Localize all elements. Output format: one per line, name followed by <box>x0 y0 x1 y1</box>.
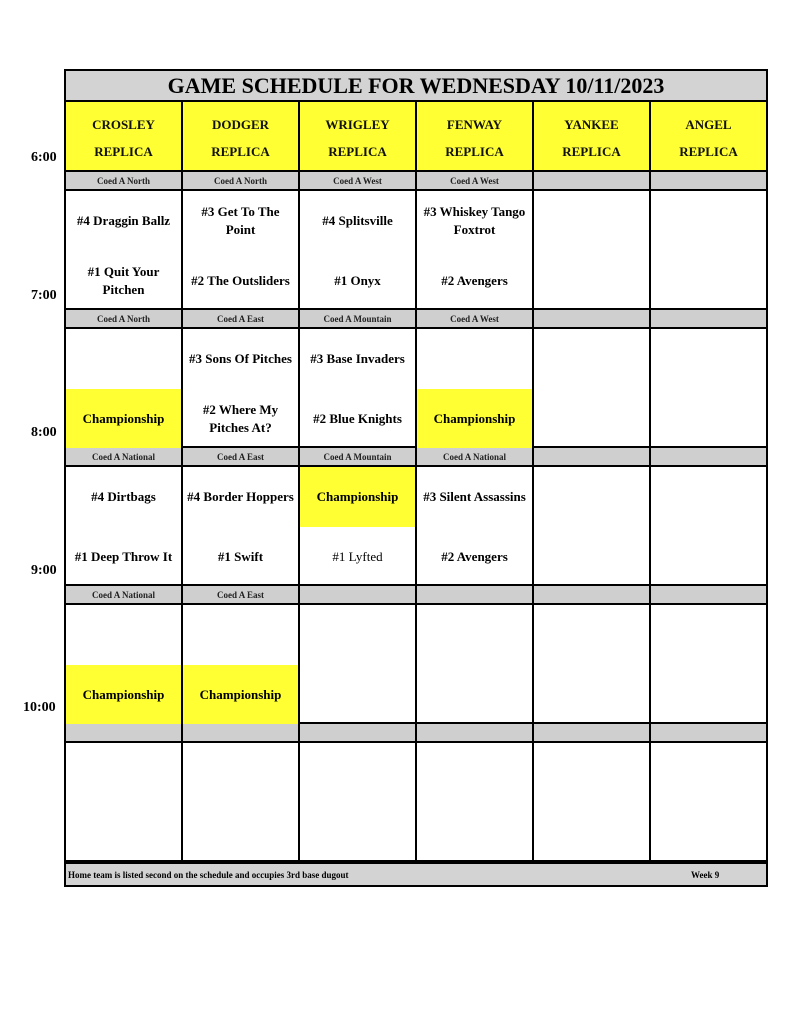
matchup-team: #2 Where My Pitches At? <box>202 402 279 435</box>
division-label: Coed A West <box>417 172 534 189</box>
matchup-team <box>651 191 766 251</box>
matchup-team <box>417 665 532 725</box>
division-label <box>651 724 766 741</box>
game-cell <box>183 743 300 862</box>
matchup-team: #2 The Outsliders <box>191 273 290 288</box>
matchup-team <box>534 329 649 389</box>
division-label <box>534 586 651 603</box>
schedule-title: GAME SCHEDULE FOR WEDNESDAY 10/11/2023 <box>66 71 766 102</box>
matchup-team: #3 Silent Assassins <box>423 489 526 504</box>
field-header <box>651 102 766 172</box>
matchup-team <box>417 329 532 389</box>
matchup-team <box>651 803 766 863</box>
field-header <box>417 102 534 172</box>
division-label: Coed A East <box>183 586 300 603</box>
matchup-team: #4 Draggin Ballz <box>76 213 171 228</box>
matchup-team <box>417 605 532 665</box>
game-cell <box>300 191 417 310</box>
matchup-team <box>534 527 649 587</box>
matchup-team: #1 Lyfted <box>332 549 383 564</box>
game-cell <box>534 605 651 724</box>
championship-game: Championship <box>66 389 181 449</box>
field-header <box>300 102 417 172</box>
field-header <box>66 102 183 172</box>
division-label: Coed A Mountain <box>300 310 417 327</box>
field-name: DODGER <box>211 117 270 132</box>
time-label: 6:00 <box>31 150 57 165</box>
game-cell <box>66 743 183 862</box>
matchup-team <box>534 467 649 527</box>
matchup-team <box>300 665 415 725</box>
matchup-team: #1 Deep Throw It <box>74 549 173 564</box>
matchup-team: #4 Dirtbags <box>91 489 156 504</box>
division-label: Coed A West <box>300 172 417 189</box>
matchup-team: #3 Sons Of Pitches <box>189 351 292 366</box>
field-name: YANKEE <box>564 117 619 132</box>
matchup-team <box>651 527 766 587</box>
game-cell <box>651 605 766 724</box>
division-label <box>183 724 300 741</box>
matchup-team <box>534 803 649 863</box>
game-cell <box>66 605 183 724</box>
division-label <box>300 724 417 741</box>
game-cell <box>183 329 300 448</box>
matchup-team <box>651 743 766 803</box>
field-name: ANGEL <box>685 117 732 132</box>
game-cell <box>417 467 534 586</box>
matchup-team <box>651 467 766 527</box>
game-cell <box>534 743 651 862</box>
game-cell <box>300 467 417 586</box>
division-label <box>534 448 651 465</box>
division-label <box>534 724 651 741</box>
game-cell <box>183 605 300 724</box>
field-type: REPLICA <box>679 144 738 159</box>
division-label: Coed A East <box>183 310 300 327</box>
matchup-team <box>534 665 649 725</box>
matchup-team <box>183 803 298 863</box>
matchup-team: #1 Quit Your Pitchen <box>87 264 160 297</box>
game-cell <box>300 329 417 448</box>
matchup-team: #1 Swift <box>217 549 264 564</box>
matchup-team: #1 Onyx <box>334 273 381 288</box>
division-label: Coed A East <box>183 448 300 465</box>
matchup-team <box>183 743 298 803</box>
matchup-team <box>651 389 766 449</box>
division-label <box>651 172 766 189</box>
matchup-team <box>651 665 766 725</box>
matchup-team <box>651 251 766 311</box>
matchup-team <box>534 743 649 803</box>
division-label: Coed A National <box>417 448 534 465</box>
field-type: REPLICA <box>94 144 153 159</box>
division-label <box>651 310 766 327</box>
matchup-team <box>300 605 415 665</box>
field-name: FENWAY <box>446 117 503 132</box>
matchup-team: #3 Base Invaders <box>310 351 405 366</box>
matchup-team <box>534 605 649 665</box>
division-label <box>534 310 651 327</box>
game-cell <box>417 605 534 724</box>
field-name: WRIGLEY <box>325 117 390 132</box>
game-cell <box>300 743 417 862</box>
division-label <box>534 172 651 189</box>
division-label: Coed A North <box>183 172 300 189</box>
division-label <box>651 448 766 465</box>
matchup-team <box>66 743 181 803</box>
matchup-team <box>534 251 649 311</box>
matchup-team <box>534 191 649 251</box>
championship-game: Championship <box>417 389 532 449</box>
schedule-sheet <box>64 69 768 887</box>
field-header <box>534 102 651 172</box>
matchup-team <box>534 389 649 449</box>
game-cell <box>417 743 534 862</box>
game-cell <box>183 191 300 310</box>
division-label: Coed A Mountain <box>300 448 417 465</box>
division-label <box>300 586 417 603</box>
matchup-team: #2 Blue Knights <box>313 411 402 426</box>
championship-game: Championship <box>66 665 181 725</box>
game-cell <box>651 467 766 586</box>
matchup-team <box>300 803 415 863</box>
time-label: 8:00 <box>31 425 57 440</box>
matchup-team: #4 Splitsville <box>322 213 393 228</box>
game-cell <box>66 191 183 310</box>
field-type: REPLICA <box>562 144 621 159</box>
field-header <box>183 102 300 172</box>
game-cell <box>417 329 534 448</box>
matchup-team <box>66 329 181 389</box>
week-label: Week 9 <box>691 870 720 880</box>
matchup-team: #3 Get To The Point <box>201 204 280 237</box>
division-label: Coed A National <box>66 448 183 465</box>
field-name: CROSLEY <box>92 117 155 132</box>
matchup-team <box>417 803 532 863</box>
division-label: Coed A West <box>417 310 534 327</box>
division-label <box>417 724 534 741</box>
game-cell <box>534 467 651 586</box>
game-cell <box>300 605 417 724</box>
division-label: Coed A North <box>66 310 183 327</box>
division-label: Coed A National <box>66 586 183 603</box>
matchup-team <box>417 743 532 803</box>
time-label: 7:00 <box>31 288 57 303</box>
matchup-team <box>651 605 766 665</box>
field-type: REPLICA <box>445 144 504 159</box>
matchup-team: #2 Avengers <box>441 273 508 288</box>
matchup-team <box>300 743 415 803</box>
field-type: REPLICA <box>328 144 387 159</box>
division-label <box>651 586 766 603</box>
footer-note: Home team is listed second on the schedule and occupies 3rd base dugout <box>68 870 349 880</box>
division-label: Coed A North <box>66 172 183 189</box>
game-cell <box>651 743 766 862</box>
division-label <box>66 724 183 741</box>
matchup-team <box>651 329 766 389</box>
championship-game: Championship <box>183 665 298 725</box>
game-cell <box>651 329 766 448</box>
game-cell <box>417 191 534 310</box>
game-cell <box>534 329 651 448</box>
time-label: 10:00 <box>23 700 56 715</box>
game-cell <box>66 467 183 586</box>
game-cell <box>534 191 651 310</box>
game-cell <box>66 329 183 448</box>
matchup-team <box>183 605 298 665</box>
matchup-team <box>66 605 181 665</box>
schedule-footer <box>66 862 766 885</box>
matchup-team: #2 Avengers <box>441 549 508 564</box>
time-label: 9:00 <box>31 563 57 578</box>
division-label <box>417 586 534 603</box>
matchup-team: #4 Border Hoppers <box>187 489 294 504</box>
championship-game: Championship <box>300 467 415 527</box>
matchup-team: #3 Whiskey Tango Foxtrot <box>423 204 526 237</box>
game-cell <box>183 467 300 586</box>
field-type: REPLICA <box>211 144 270 159</box>
game-cell <box>651 191 766 310</box>
matchup-team <box>66 803 181 863</box>
